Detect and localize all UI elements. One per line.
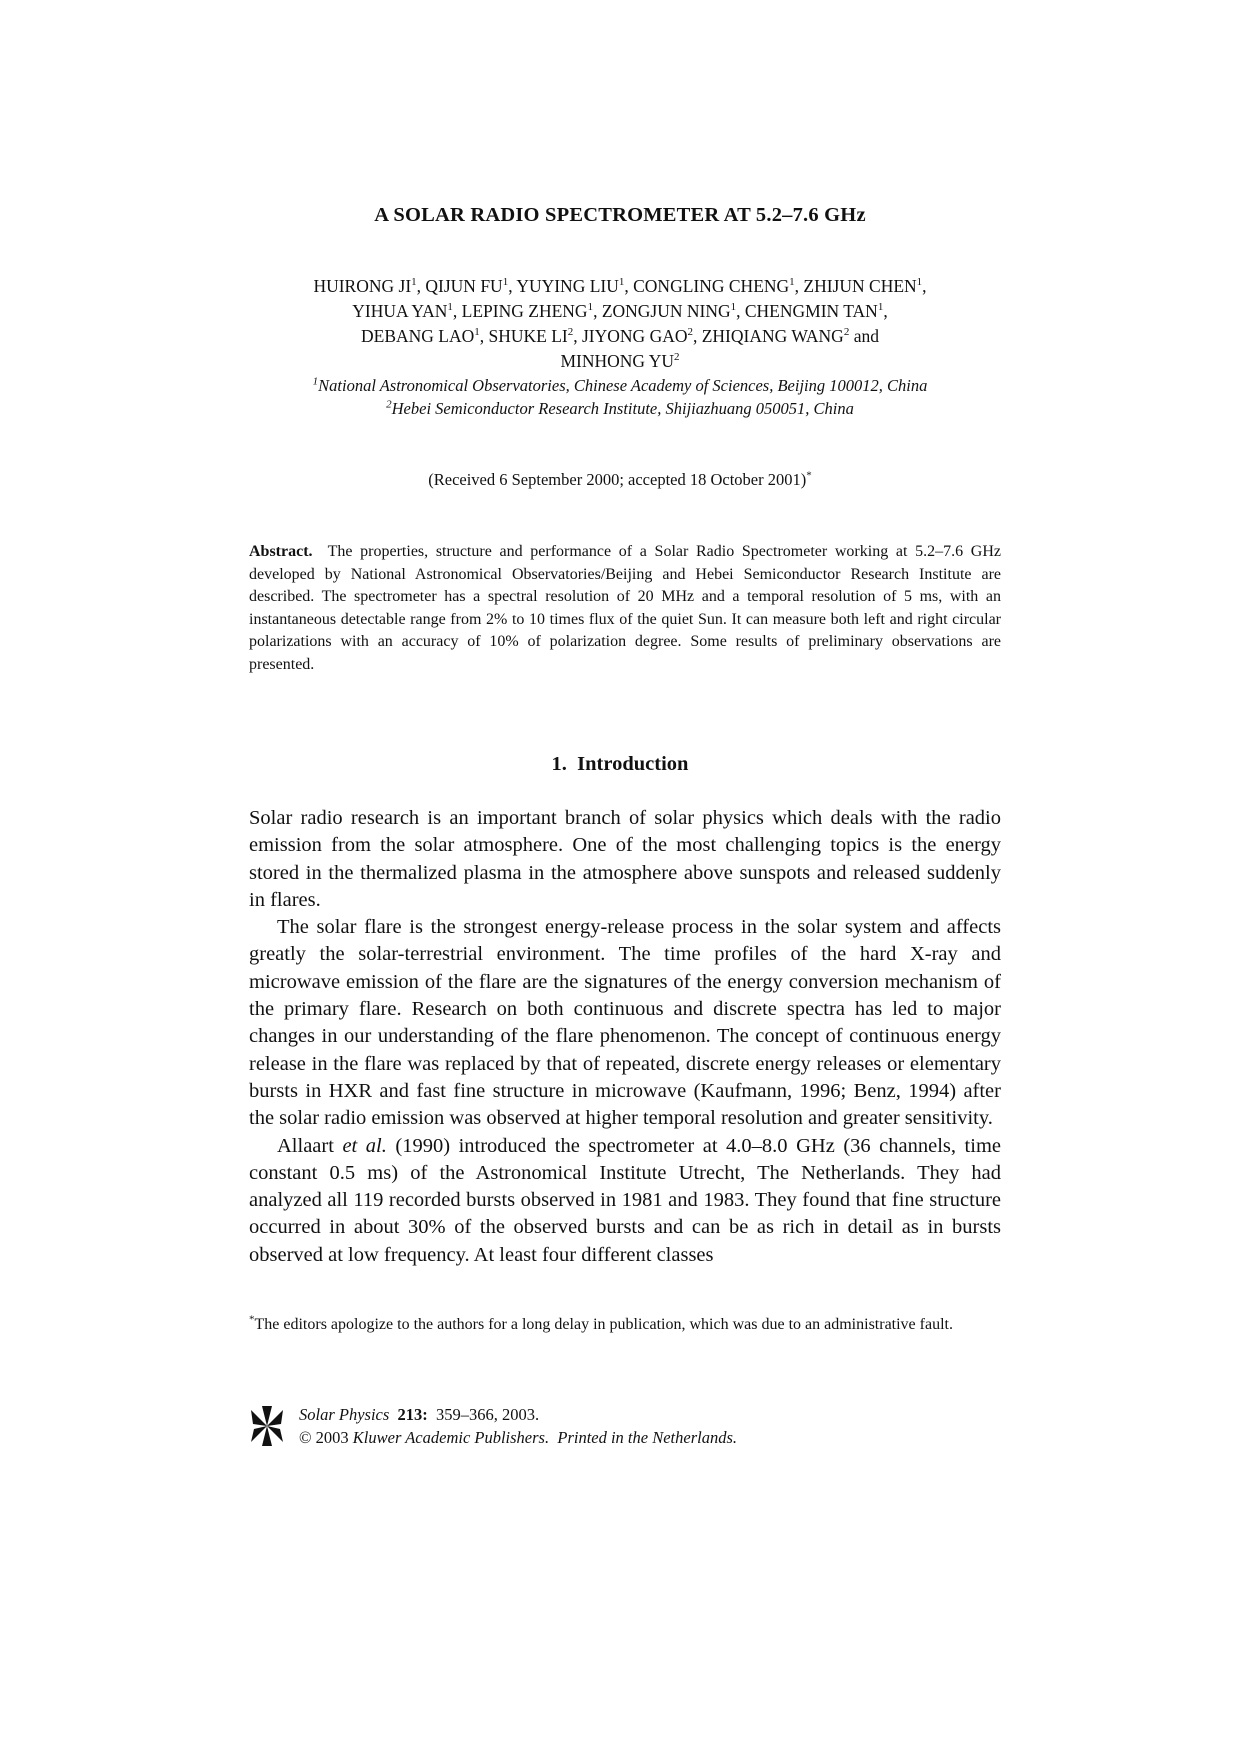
publisher: Kluwer Academic Publishers. [352, 1428, 550, 1447]
author-affiliation-mark: 1 [789, 276, 795, 289]
author-affiliation-mark: 2 [674, 351, 680, 364]
abstract-text: The properties, structure and performance of a Solar Radio Spectrometer working at 5.2–7.6 GHz developed by National Astronomical Observatories/Beijing and Hebei Semiconductor Research Institute are described. The spectrometer has a spectral resolution of 20 MHz and a temporal resolution of 5 ms, with an instantaneous detectable range from 2% to 10 times flux of the quiet Sun. It can measure both left and right circular polarizations with an accuracy of 10% of polarization degree. Some results of preliminary observations are presented. [249, 543, 1001, 673]
affiliations [0, 374, 1240, 420]
received-dates [0, 470, 1240, 490]
affiliation-text: Hebei Semiconductor Research Institute, Shijiazhuang 050051, China [391, 399, 854, 418]
copyright-line [299, 1426, 737, 1449]
affiliation-2 [0, 397, 1240, 420]
footnote-mark: * [249, 1313, 255, 1326]
abstract [249, 541, 1001, 676]
et-al: et al. [342, 1134, 387, 1157]
author-name: YIHUA YAN [352, 301, 448, 321]
footnote-mark: * [806, 469, 812, 482]
author-name: HUIRONG JI [313, 276, 412, 296]
author-name: CONGLING CHENG [633, 276, 790, 296]
author-name: MINHONG YU [560, 351, 675, 371]
author-affiliation-mark: 2 [843, 326, 850, 339]
paragraph-3-text: (1990) introduced the spectrometer at 4.0–8.0 GHz (36 channels, time constant 0.5 ms) of the Astronomical Institute Utrecht, The Netherlands. They had analyzed all 119 recorded bursts observed in 1981 and 1983. They found that fine structure occurred in about 30% of the observed bursts and can be as rich in detail as in bursts observed at low frequency. At least four different classes [249, 1134, 1001, 1266]
affiliation-text: National Astronomical Observatories, Chinese Academy of Sciences, Beijing 100012, China [318, 376, 928, 395]
author-line-3: DEBANG LAO$^1$, SHUKE $LI^2$, JIYONG GAO$^2$, ZHIQIANG WANG$^2$ and [361, 326, 879, 346]
affiliation-number: 2 [386, 398, 392, 411]
author-affiliation-mark: 1 [618, 276, 625, 289]
author-affiliation-mark: 1 [730, 301, 737, 314]
copyright: © 2003 [299, 1428, 349, 1447]
author-affiliation-mark: 1 [447, 301, 453, 314]
author-name: JIYONG GAO [582, 326, 688, 346]
journal-citation [299, 1403, 737, 1426]
author-affiliation-mark: 1 [411, 276, 417, 289]
paragraph-1: Solar radio research is an important branch of solar physics which deals with the radio emission from the solar atmosphere. One of the most challenging topics is the energy stored in the thermalized plasma in the atmosphere above sunspots and released suddenly in flares. [249, 807, 1001, 911]
paragraph-3 [249, 1133, 1001, 1269]
footnote-text: The editors apologize to the authors for a long delay in publication, which was due to an administrative fault. [254, 1316, 953, 1333]
paper-title: A SOLAR RADIO SPECTROMETER AT 5.2–7.6 GHz [374, 204, 866, 226]
section-number: 1. [551, 753, 567, 775]
author-line-1: HUIRONG $JI^1$, QIJUN $FU^1$, YUYING LIU$^1$, CONGLING CHENG$^1$, ZHIJUN CHEN$^1$, [313, 276, 927, 296]
author-name: ZONGJUN NING [601, 301, 731, 321]
journal-pages: 359–366, 2003. [436, 1405, 540, 1424]
footnote [249, 1314, 1001, 1336]
author-affiliation-mark: 2 [687, 326, 693, 339]
affiliation-1 [0, 374, 1240, 397]
affiliation-number: 1 [312, 375, 319, 388]
citation-author: Allaart [277, 1134, 334, 1157]
received-text: (Received 6 September 2000; accepted 18 October 2001) [428, 470, 807, 489]
author-name: ZHIQIANG WANG [701, 326, 844, 346]
kluwer-flower-icon [249, 1404, 285, 1448]
section-title: Introduction [577, 753, 689, 775]
section-heading [0, 753, 1240, 776]
journal-volume: 213: [397, 1405, 428, 1424]
author-name: ZHIJUN CHEN [803, 276, 917, 296]
author-line-4 [0, 349, 1240, 374]
author-affiliation-mark: 2 [567, 326, 574, 339]
journal-info [299, 1403, 737, 1449]
body-text [249, 805, 1001, 1269]
author-affiliation-mark: 1 [502, 276, 509, 289]
author-affiliation-mark: 1 [474, 326, 480, 339]
author-name: QIJUN FU [425, 276, 503, 296]
author-name: SHUKE LI [488, 326, 568, 346]
author-affiliation-mark: 1 [877, 301, 884, 314]
paragraph-2: The solar flare is the strongest energy-release process in the solar system and affects greatly the solar-terrestrial environment. The time profiles of the hard X-ray and microwave emission of the flare are the signatures of the energy conversion mechanism of the primary flare. Research on both continuous and discrete spectra has led to major changes in our understanding of the flare phenomenon. The concept of continuous energy release in the flare was replaced by that of repeated, discrete energy releases or elementary bursts in HXR and fast fine structure in microwave (Kaufmann, 1996; Benz, 1994) after the solar radio emission was observed at higher temporal resolution and greater sensitivity. [249, 916, 1001, 1130]
author-name: DEBANG LAO [361, 326, 475, 346]
author-affiliation-mark: 1 [587, 301, 594, 314]
author-line-2: YIHUA YAN$^1$, LEPING ZHENG$^1$, ZONGJUN NING$^1$, CHENGMIN TAN$^1$, [352, 301, 888, 321]
author-name: YUYING LIU [516, 276, 619, 296]
journal-name: Solar Physics [299, 1405, 390, 1424]
author-list [0, 274, 1240, 374]
author-affiliation-mark: 1 [916, 276, 923, 289]
author-name: LEPING ZHENG [461, 301, 588, 321]
printed-in: Printed in the Netherlands. [557, 1428, 738, 1447]
author-name: CHENGMIN TAN [744, 301, 878, 321]
abstract-label: Abstract. [249, 543, 313, 560]
